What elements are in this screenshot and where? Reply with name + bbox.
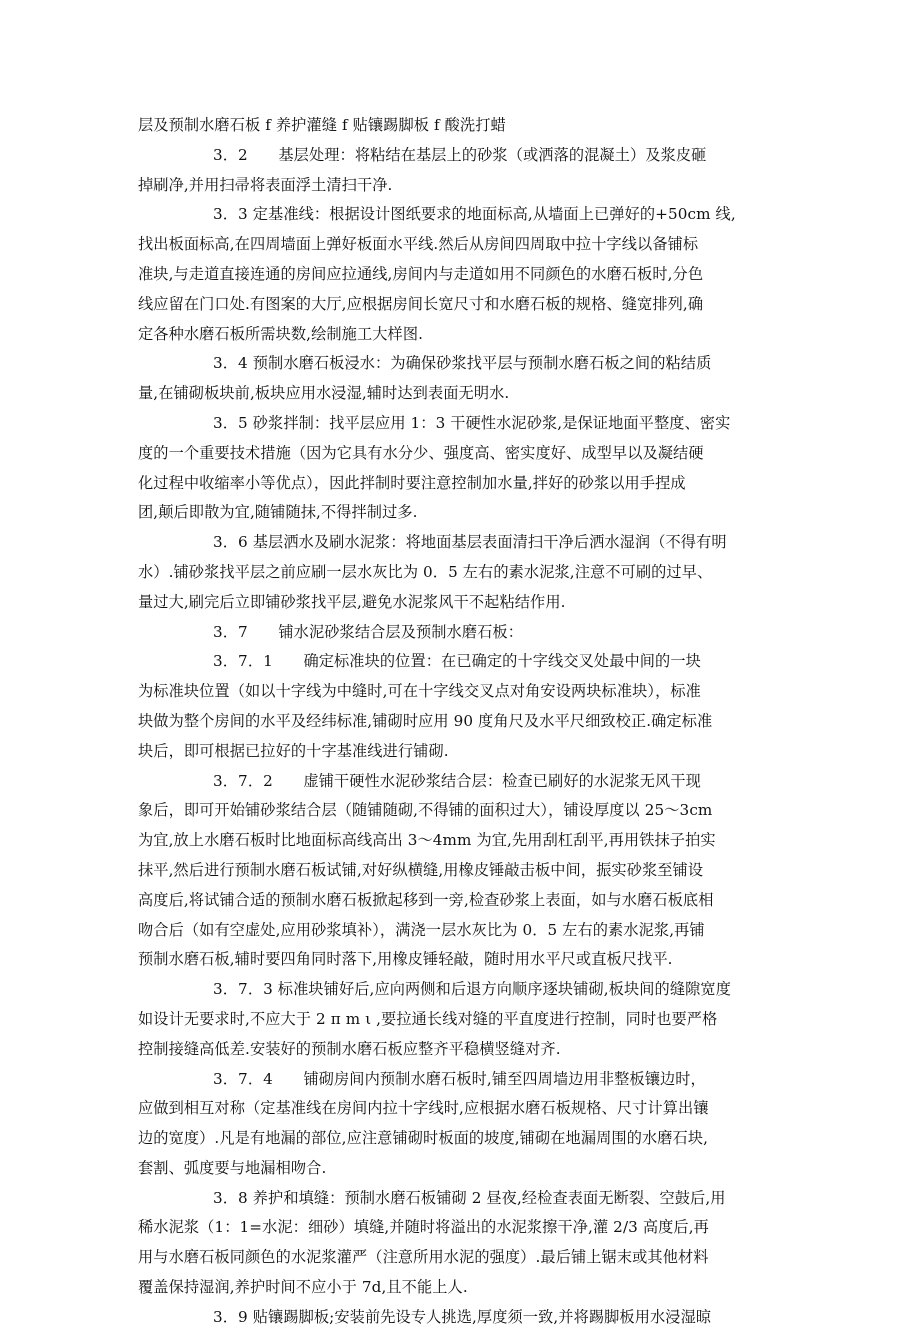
text-line: 边的宽度）.凡是有地漏的部位,应注意铺砌时板面的坡度,铺砌在地漏周围的水磨石块,	[138, 1129, 709, 1148]
section-3-9-heading-line: 3．9 贴镶踢脚板;安装前先设专人挑选,厚度须一致,并将踢脚板用水浸湿晾	[213, 1307, 712, 1326]
text-line: 覆盖保持湿润,养护时间不应小于 7d,且不能上人.	[138, 1278, 468, 1297]
text-line: 象后，即可开始铺砂浆结合层（随铺随砌,不得铺的面积过大），铺设厚度以 25～3cm	[138, 801, 713, 820]
section-3-7-heading-line: 3．7 铺水泥砂浆结合层及预制水磨石板：	[213, 622, 523, 641]
text-line: 水）.铺砂浆找平层之前应刷一层水灰比为 0．5 左右的素水泥浆,注意不可刷的过早、	[138, 562, 713, 581]
text-line: 量过大,刷完后立即铺砂浆找平层,避免水泥浆风干不起粘结作用.	[138, 592, 566, 611]
text-line: 套割、弧度要与地漏相吻合.	[138, 1158, 327, 1177]
section-3-6-heading-line: 3．6 基层洒水及刷水泥浆：将地面基层表面清扫干净后洒水湿润（不得有明	[213, 533, 727, 552]
text-line: 吻合后（如有空虚处,应用砂浆填补），满浇一层水灰比为 0．5 左右的素水泥浆,再铺	[138, 920, 705, 939]
section-3-3-heading-line: 3．3 定基准线：根据设计图纸要求的地面标高,从墙面上已弹好的+50cm 线,	[213, 205, 736, 224]
text-line: 掉刷净,并用扫帚将表面浮土清扫干净.	[138, 175, 393, 194]
text-line: 层及预制水磨石板 f 养护灌缝 f 贴镶踢脚板 f 酸洗打蜡	[138, 116, 506, 134]
text-line: 度的一个重要技术措施（因为它具有水分少、强度高、密实度好、成型早以及凝结硬	[138, 443, 704, 462]
text-line: 为宜,放上水磨石板时比地面标高线高出 3～4mm 为宜,先用刮杠刮平,再用铁抹子拍实	[138, 831, 716, 850]
text-line: 稀水泥浆（1：1=水泥：细砂）填缝,并随时将溢出的水泥浆擦干净,灌 2/3 高度后,再	[138, 1218, 709, 1237]
text-line: 找出板面标高,在四周墙面上弹好板面水平线.然后从房间四周取中拉十字线以备铺标	[138, 235, 699, 254]
section-3-8-heading-line: 3．8 养护和填缝：预制水磨石板铺砌 2 昼夜,经检查表面无断裂、空鼓后,用	[213, 1188, 726, 1207]
text-line: 块后，即可根据已拉好的十字基准线进行铺砌.	[138, 741, 449, 760]
section-3-7-1-heading-line: 3．7．1 确定标准块的位置：在已确定的十字线交叉处最中间的一块	[213, 652, 701, 671]
text-line: 量,在铺砌板块前,板块应用水浸湿,辅时达到表面无明水.	[138, 384, 510, 403]
text-line: 块做为整个房间的水平及经纬标准,铺砌时应用 90 度角尺及水平尺细致校正.确定标准	[138, 711, 713, 730]
text-line: 准块,与走道直接连通的房间应拉通线,房间内与走道如用不同颜色的水磨石板时,分色	[138, 264, 704, 283]
text-line: 化过程中收缩率小等优点），因此拌制时要注意控制加水量,拌好的砂浆以用手捏成	[138, 473, 686, 492]
text-line: 高度后,将试铺合适的预制水磨石板掀起移到一旁,检查砂浆上表面，如与水磨石板底相	[138, 890, 714, 909]
section-3-4-heading-line: 3．4 预制水磨石板浸水：为确保砂浆找平层与预制水磨石板之间的粘结质	[213, 354, 712, 373]
text-line: 为标准块位置（如以十字线为中缝时,可在十字线交叉点对角安设两块标准块），标准	[138, 682, 701, 701]
section-3-7-3-heading-line: 3．7．3 标准块铺好后,应向两侧和后退方向顺序逐块铺砌,板块间的缝隙宽度	[213, 980, 731, 999]
text-line: 抹平,然后进行预制水磨石板试铺,对好纵横缝,用橡皮锤敲击板中间，振实砂浆至铺设	[138, 860, 704, 879]
text-line: 线应留在门口处.有图案的大厅,应根据房间长宽尺寸和水磨石板的规格、缝宽排列,确	[138, 294, 704, 313]
text-line: 应做到相互对称（定基准线在房间内拉十字线时,应根据水磨石板规格、尺寸计算出镶	[138, 1099, 709, 1118]
document-body	[138, 111, 790, 1333]
text-line: 预制水磨石板,辅时要四角同时落下,用橡皮锤轻敲，随时用水平尺或直板尺找平.	[138, 950, 673, 969]
text-line: 如设计无要求时,不应大于 2 π m ι ,要拉通长线对缝的平直度进行控制，同时也要严格	[138, 1009, 718, 1028]
section-3-5-heading-line: 3．5 砂浆拌制：找平层应用 1：3 干硬性水泥砂浆,是保证地面平整度、密实	[213, 413, 731, 432]
section-3-2-heading-line: 3．2 基层处理：将粘结在基层上的砂浆（或洒落的混凝土）及浆皮砸	[213, 145, 707, 164]
text-line: 用与水磨石板同颜色的水泥浆灌严（注意所用水泥的强度）.最后铺上锯末或其他材料	[138, 1248, 709, 1267]
text-line: 定各种水磨石板所需块数,绘制施工大样图.	[138, 324, 424, 343]
section-3-7-4-heading-line: 3．7．4 铺砌房间内预制水磨石板时,铺至四周墙边用非整板镶边时，	[213, 1069, 706, 1088]
section-3-7-2-heading-line: 3．7．2 虚铺干硬性水泥砂浆结合层：检查已刷好的水泥浆无风干现	[213, 771, 701, 790]
text-line: 控制接缝高低差.安装好的预制水磨石板应整齐平稳横竖缝对齐.	[138, 1039, 561, 1058]
text-line: 团,颠后即散为宜,随铺随抹,不得拌制过多.	[138, 503, 418, 522]
